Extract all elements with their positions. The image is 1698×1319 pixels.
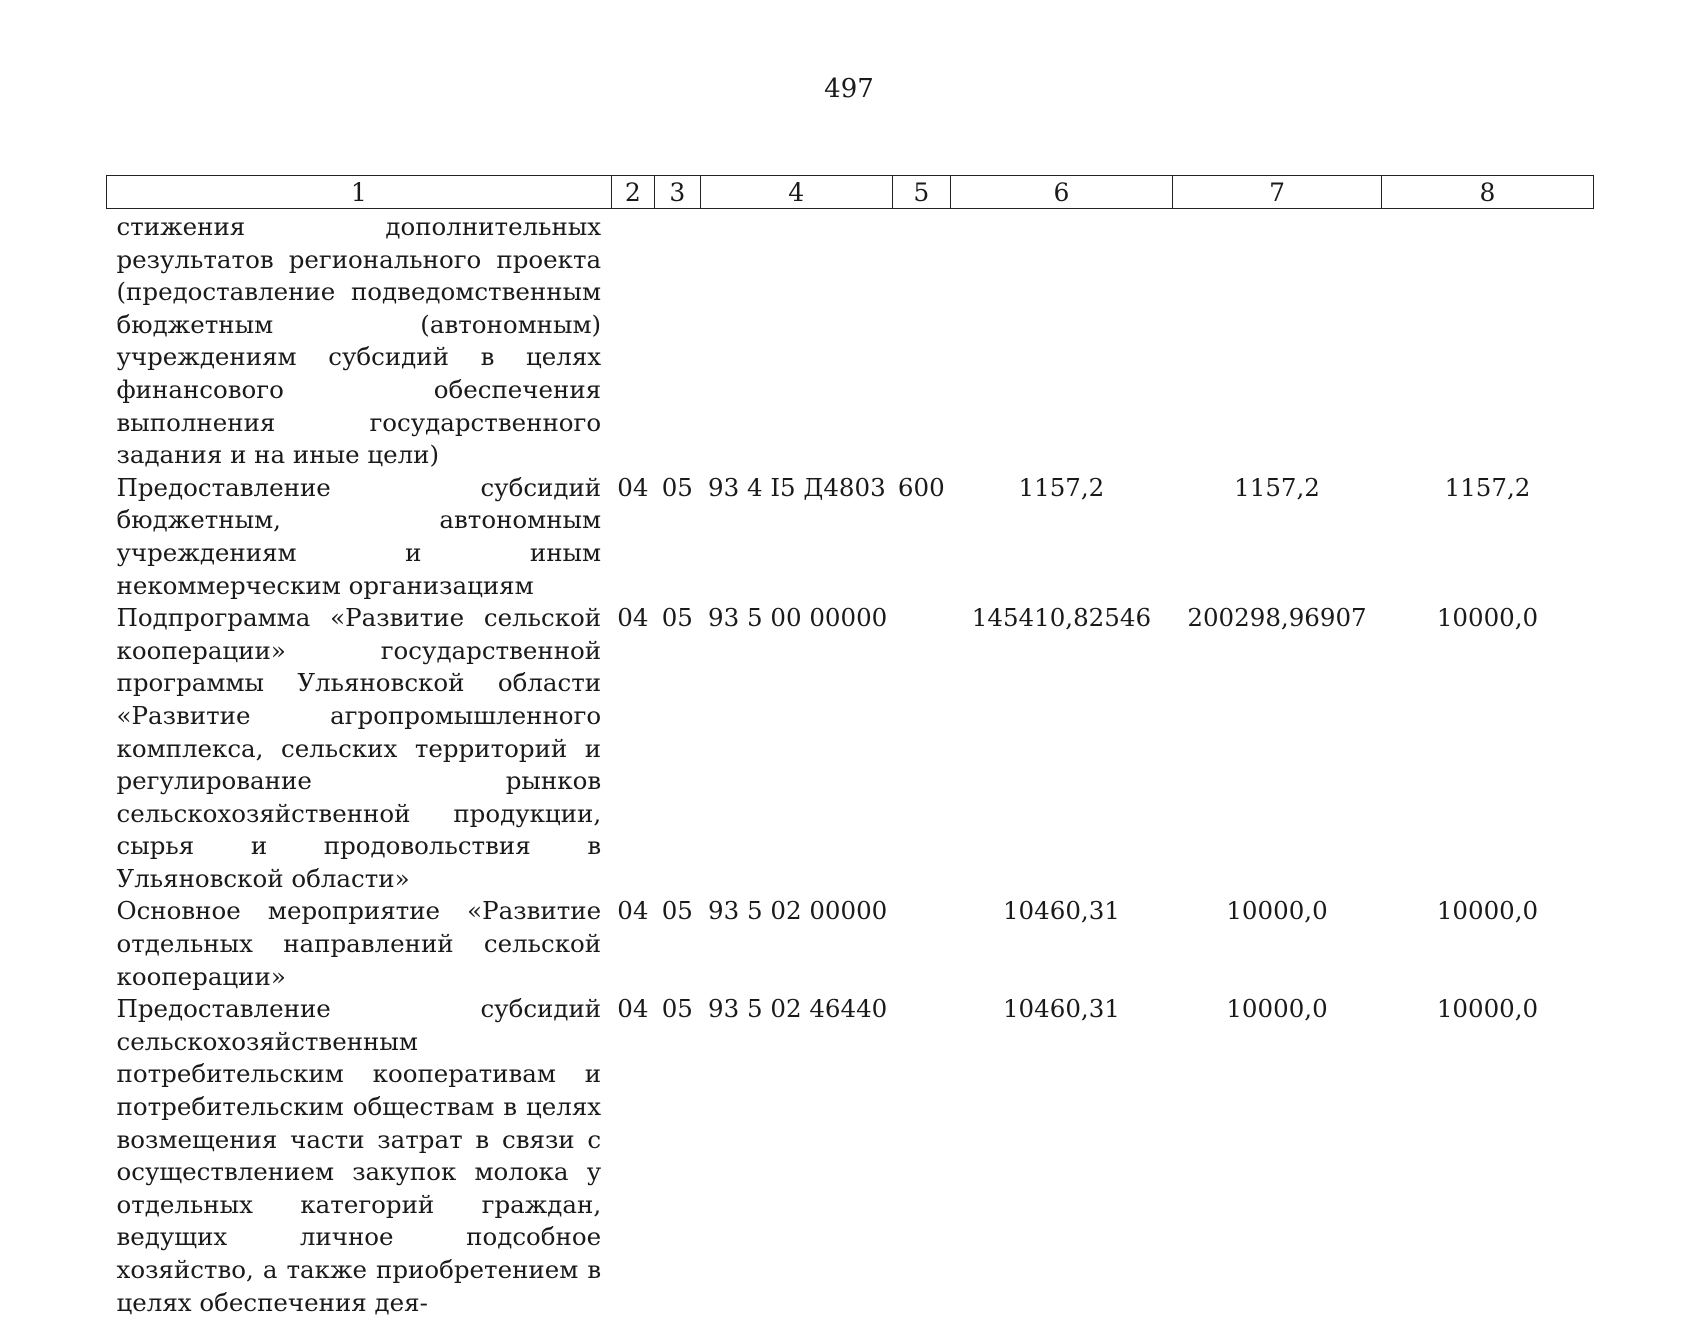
row-subsection: 05 — [661, 472, 693, 502]
row-value-6: 1157,2 — [1018, 472, 1105, 502]
row-target-code: 93 5 00 00000 — [708, 603, 888, 633]
header-col-4: 4 — [700, 176, 892, 209]
row-expense-type — [892, 602, 950, 895]
row-section — [611, 209, 654, 472]
row-value-7: 10000,0 — [1226, 994, 1328, 1024]
header-col-7: 7 — [1173, 176, 1382, 209]
table-row — [107, 472, 1594, 602]
row-section: 04 — [617, 603, 649, 633]
row-value-6: 10460,31 — [1002, 896, 1120, 926]
row-expense-type: 600 — [897, 472, 945, 502]
row-value-7 — [1173, 209, 1382, 472]
row-value-8 — [1381, 209, 1593, 472]
row-expense-type — [892, 895, 950, 993]
header-row — [107, 176, 1594, 209]
row-subsection: 05 — [661, 896, 693, 926]
row-target-code — [700, 209, 892, 472]
row-subsection: 05 — [661, 994, 693, 1024]
row-value-6: 145410,82546 — [971, 603, 1152, 633]
header-col-8: 8 — [1381, 176, 1593, 209]
row-section: 04 — [617, 994, 649, 1024]
budget-table — [106, 175, 1594, 1319]
row-value-8: 10000,0 — [1436, 994, 1539, 1024]
row-value-6 — [950, 209, 1172, 472]
header-col-1: 1 — [107, 176, 612, 209]
header-col-6: 6 — [950, 176, 1172, 209]
row-section: 04 — [617, 472, 649, 502]
row-value-7: 1157,2 — [1234, 472, 1320, 502]
table-row — [107, 895, 1594, 993]
row-description: Предоставление субсидий бюджетным, автономным учреждениям и иным некоммерческим организациям — [116, 472, 602, 600]
row-target-code: 93 5 02 46440 — [708, 994, 888, 1024]
row-expense-type — [892, 209, 950, 472]
table-row — [107, 993, 1594, 1319]
row-value-8: 10000,0 — [1436, 603, 1539, 633]
row-target-code: 93 4 I5 Д4803 — [708, 472, 886, 502]
row-section: 04 — [617, 896, 649, 926]
row-value-6: 10460,31 — [1002, 994, 1120, 1024]
header-col-3: 3 — [655, 176, 700, 209]
row-expense-type — [892, 993, 950, 1319]
row-value-8: 1157,2 — [1444, 472, 1531, 502]
row-subsection: 05 — [661, 603, 693, 633]
row-description: Подпрограмма «Развитие сельской кооперации» государственной программы Ульяновской области «Развитие агропромышленного комплекса, сельских территорий и регулирование рынков сельскохозяйственной продукции, сырья и продовольствия в Ульяновской области» — [116, 603, 602, 893]
table-row — [107, 602, 1594, 895]
header-col-2: 2 — [611, 176, 654, 209]
row-subsection — [655, 209, 700, 472]
row-value-7: 10000,0 — [1226, 896, 1328, 926]
row-description: Основное мероприятие «Развитие отдельных направлений сельской кооперации» — [116, 896, 602, 991]
row-target-code: 93 5 02 00000 — [708, 896, 888, 926]
table-row — [107, 209, 1594, 472]
row-value-8: 10000,0 — [1436, 896, 1539, 926]
row-description: стижения дополнительных результатов регионального проекта (предоставление подведомственным бюджетным (автономным) учреждениям субсидий в целях финансового обеспечения выполнения государственного задания и на иные цели) — [116, 212, 602, 470]
header-col-5: 5 — [892, 176, 950, 209]
page-number: 497 — [824, 74, 874, 104]
row-value-7: 200298,96907 — [1187, 603, 1367, 633]
row-description: Предоставление субсидий сельскохозяйственным потребительским кооперативам и потребительским обществам в целях возмещения части затрат в связи с осуществлением закупок молока у отдельных категорий граждан, ведущих личное подсобное хозяйство, а также приобретением в целях обеспечения дея- — [116, 994, 602, 1317]
